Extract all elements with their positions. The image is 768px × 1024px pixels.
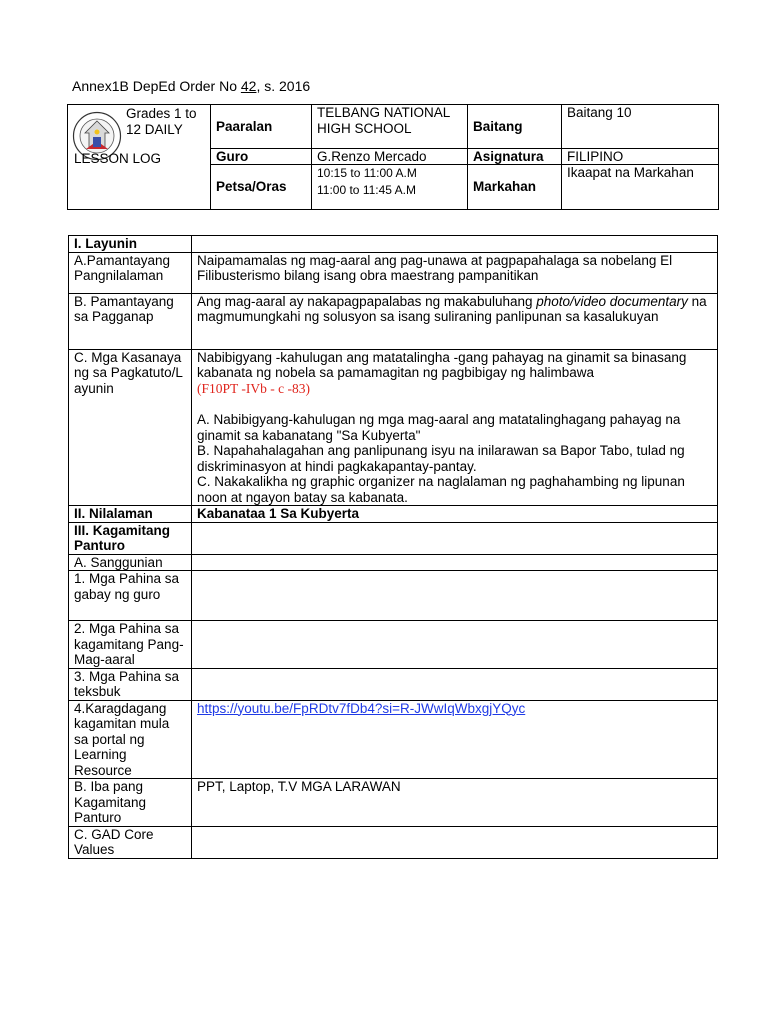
petsa-label: Petsa/Oras [211,165,312,210]
iba-pang-value: PPT, Laptop, T.V MGA LARAWAN [192,779,718,827]
paaralan-value: TELBANG NATIONAL HIGH SCHOOL [312,105,468,149]
pamantayang-pangnilalaman-label: A.Pamantayang Pangnilalaman [69,252,192,293]
pagganap-text-2: na magmumungkahi ng solusyon sa isang suliraning panlipunan sa kasalukuyan [197,293,707,324]
lesson-table [68,235,718,859]
kagamitan-label: III. Kagamitang Panturo [69,522,192,554]
guro-value: G.Renzo Mercado [312,148,468,165]
kasanayan-code: (F10PT -IVb - c -83) [197,380,310,396]
markahan-value: Ikaapat na Markahan [562,165,719,210]
pamantayang-pangnilalaman-value: Naipamamalas ng mag-aaral ang pag-unawa at pagpapahalaga sa nobelang El Filibusterismo bilang isang obra maestrang pampanitikan [192,252,718,293]
pagganap-text-1: Ang mag-aaral ay nakapagpapalabas ng makabuluhang [197,293,537,309]
annex-suffix: , s. 2016 [256,78,311,94]
kasanayan-a: A. Nabibigyang-kahulugan ng mga mag-aaral ang matatalinghagang pahayag na ginamit sa kabanatang "Sa Kubyerta" [197,412,681,443]
baitang-value: Baitang 10 [562,105,719,149]
pagganap-text-italic: photo/video documentary [536,293,688,309]
markahan-label: Markahan [468,165,562,210]
grades-text: Grades 1 to 12 DAILY [126,106,197,137]
paaralan-label: Paaralan [211,105,312,149]
teksbuk-value [192,668,718,700]
annex-number: 42 [240,78,257,94]
kasanayan-main [197,350,712,397]
time-2: 11:00 to 11:45 A.M [317,183,416,198]
layunin-label: I. Layunin [69,236,192,253]
logo-cell [68,105,211,210]
youtube-link[interactable]: https://youtu.be/FpRDtv7fDb4?si=R-JWwIqWbxgjYQyc [197,700,526,716]
kasanayan-label: C. Mga Kasanayang sa Pagkatuto/Layunin [69,349,192,506]
pamantayan-pagganap-label: B. Pamantayang sa Pagganap [69,293,192,349]
kasanayan-c: C. Nakakalikha ng graphic organizer na naglalaman ng paghahambing ng lipunan noon at ngayon batay sa kabanata. [197,474,685,505]
kasanayan-b: B. Napahahalagahan ang panlipunang isyu na inilarawan sa Bapor Tabo, tulad ng diskriminasyon at hindi pagkakapantay-pantay. [197,443,685,474]
lesson-log-text: LESSON LOG [74,151,162,166]
nilalaman-value: Kabanataa 1 Sa Kubyerta [192,506,718,523]
guro-label: Guro [211,148,312,165]
gabay-label: 1. Mga Pahina sa gabay ng guro [69,571,192,621]
asignatura-value: FILIPINO [562,148,719,165]
nilalaman-label: II. Nilalaman [69,506,192,523]
kasanayan-main-text: Nabibigyang -kahulugan ang matatalingha -gang pahayag na ginamit sa binasang kabanata ng nobela sa pamamagitan ng pagbibigay ng halimbawa [197,349,687,380]
kasanayan-value [192,349,718,506]
layunin-value [192,236,718,253]
annex-title [72,78,310,94]
baitang-label: Baitang [468,105,562,149]
gad-label: C. GAD Core Values [69,826,192,858]
karagdagang-value [192,700,718,779]
kagamitang-mag-aaral-label: 2. Mga Pahina sa kagamitang Pang-Mag-aaral [69,621,192,669]
kagamitan-value [192,522,718,554]
time-cell [312,165,468,210]
pamantayan-pagganap-value [192,293,718,349]
iba-pang-label: B. Iba pang Kagamitang Panturo [69,779,192,827]
time-1: 10:15 to 11:00 A.M [317,166,417,181]
kagamitang-mag-aaral-value [192,621,718,669]
gabay-value [192,571,718,621]
sanggunian-value [192,554,718,571]
karagdagang-label: 4.Karagdagang kagamitan mula sa portal ng Learning Resource [69,700,192,779]
header-table [67,104,719,210]
annex-prefix: Annex1B DepEd Order No [72,78,241,94]
teksbuk-label: 3. Mga Pahina sa teksbuk [69,668,192,700]
gad-value [192,826,718,858]
sanggunian-label: A. Sanggunian [69,554,192,571]
asignatura-label: Asignatura [468,148,562,165]
